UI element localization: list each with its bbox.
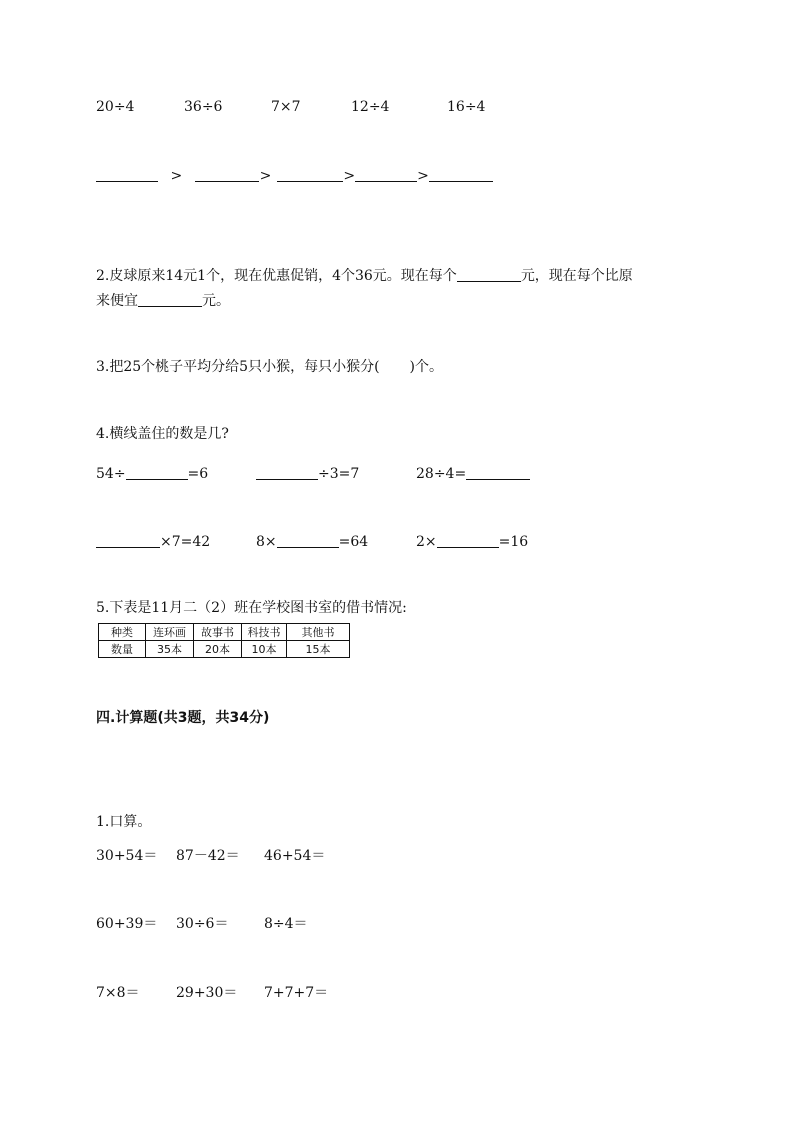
- q4-item-1: [96, 465, 208, 481]
- answer-blank[interactable]: [195, 167, 259, 182]
- question-4-title: 4.横线盖住的数是几?: [96, 426, 229, 442]
- q4-text: 2×: [416, 534, 437, 550]
- greater-than-sign: >: [343, 168, 356, 184]
- question-2-text: 来便宜: [96, 293, 138, 309]
- answer-blank[interactable]: [355, 167, 417, 182]
- question-2-line-1: [96, 267, 633, 283]
- question-2-line-2: [96, 292, 230, 308]
- expression-2: 36÷6: [184, 99, 223, 115]
- calc-item: 8÷4＝: [264, 916, 308, 932]
- answer-blank[interactable]: [277, 533, 339, 548]
- answer-blank[interactable]: [457, 267, 521, 282]
- q4-text: 54÷: [96, 466, 126, 482]
- q4-item-2: [256, 465, 359, 481]
- table-cell: 科技书: [242, 624, 287, 641]
- question-2-text: 元，现在每个比原: [520, 268, 633, 284]
- greater-than-sign: >: [259, 168, 272, 184]
- q4-text: =6: [187, 466, 209, 482]
- question-2-text: 元。: [202, 293, 230, 309]
- table-header-row: [99, 624, 350, 641]
- greater-than-sign: >: [417, 168, 429, 184]
- q4-text: =64: [338, 534, 369, 550]
- question-3: [96, 360, 443, 374]
- q4-item-4: [96, 533, 210, 549]
- answer-blank[interactable]: [466, 465, 530, 480]
- answer-blank[interactable]: [126, 465, 188, 480]
- q4-text: ÷3=7: [318, 466, 360, 482]
- question-2-text: 2.皮球原来14元1个，现在优惠促销，4个36元。现在每个: [96, 268, 457, 284]
- expression-1: 20÷4: [96, 99, 135, 115]
- table-cell: 20本: [194, 641, 242, 658]
- q4-item-5: [256, 533, 368, 549]
- q4-text: 28÷4=: [416, 466, 467, 482]
- expression-4: 12÷4: [351, 99, 390, 115]
- calc-item: 30÷6＝: [176, 916, 229, 932]
- ordering-row: [96, 167, 493, 183]
- calc-item: 60+39＝: [96, 916, 158, 932]
- expression-3: 7×7: [271, 99, 301, 115]
- calc-item: 29+30＝: [176, 985, 238, 1001]
- answer-blank[interactable]: [256, 465, 318, 480]
- question-5-title: 5.下表是11月二（2）班在学校图书室的借书情况:: [96, 600, 407, 616]
- calc-item: 7+7+7＝: [264, 985, 329, 1001]
- table-cell: 种类: [99, 624, 146, 641]
- table-cell: 其他书: [287, 624, 350, 641]
- answer-blank[interactable]: [429, 167, 493, 182]
- answer-blank[interactable]: [96, 167, 158, 182]
- greater-than-sign: >: [170, 168, 183, 184]
- question-3-text: )个。: [409, 359, 444, 375]
- q4-item-6: [416, 533, 528, 549]
- q4-text: ×7=42: [160, 534, 211, 550]
- calc-title: 1.口算。: [96, 814, 152, 830]
- q4-text: =16: [498, 534, 529, 550]
- expression-5: 16÷4: [447, 99, 486, 115]
- calc-item: 30+54＝: [96, 848, 158, 864]
- q4-item-3: [416, 465, 530, 481]
- borrowing-table: [98, 623, 350, 658]
- table-cell: 故事书: [194, 624, 242, 641]
- section-title: 四.计算题(共3题，共34分): [96, 710, 270, 726]
- table-cell: 数量: [99, 641, 146, 658]
- answer-blank[interactable]: [96, 533, 160, 548]
- answer-blank[interactable]: [277, 167, 343, 182]
- question-3-text: 3.把25个桃子平均分给5只小猴，每只小猴分(: [96, 359, 380, 375]
- table-row: [99, 641, 350, 658]
- calc-item: 7×8＝: [96, 985, 140, 1001]
- table-cell: 15本: [287, 641, 350, 658]
- calc-item: 87－42＝: [176, 848, 240, 864]
- table-cell: 10本: [242, 641, 287, 658]
- answer-blank[interactable]: [437, 533, 499, 548]
- table-cell: 连环画: [146, 624, 194, 641]
- calc-item: 46+54＝: [264, 848, 326, 864]
- answer-blank[interactable]: [138, 292, 202, 307]
- table-cell: 35本: [146, 641, 194, 658]
- q4-text: 8×: [256, 534, 277, 550]
